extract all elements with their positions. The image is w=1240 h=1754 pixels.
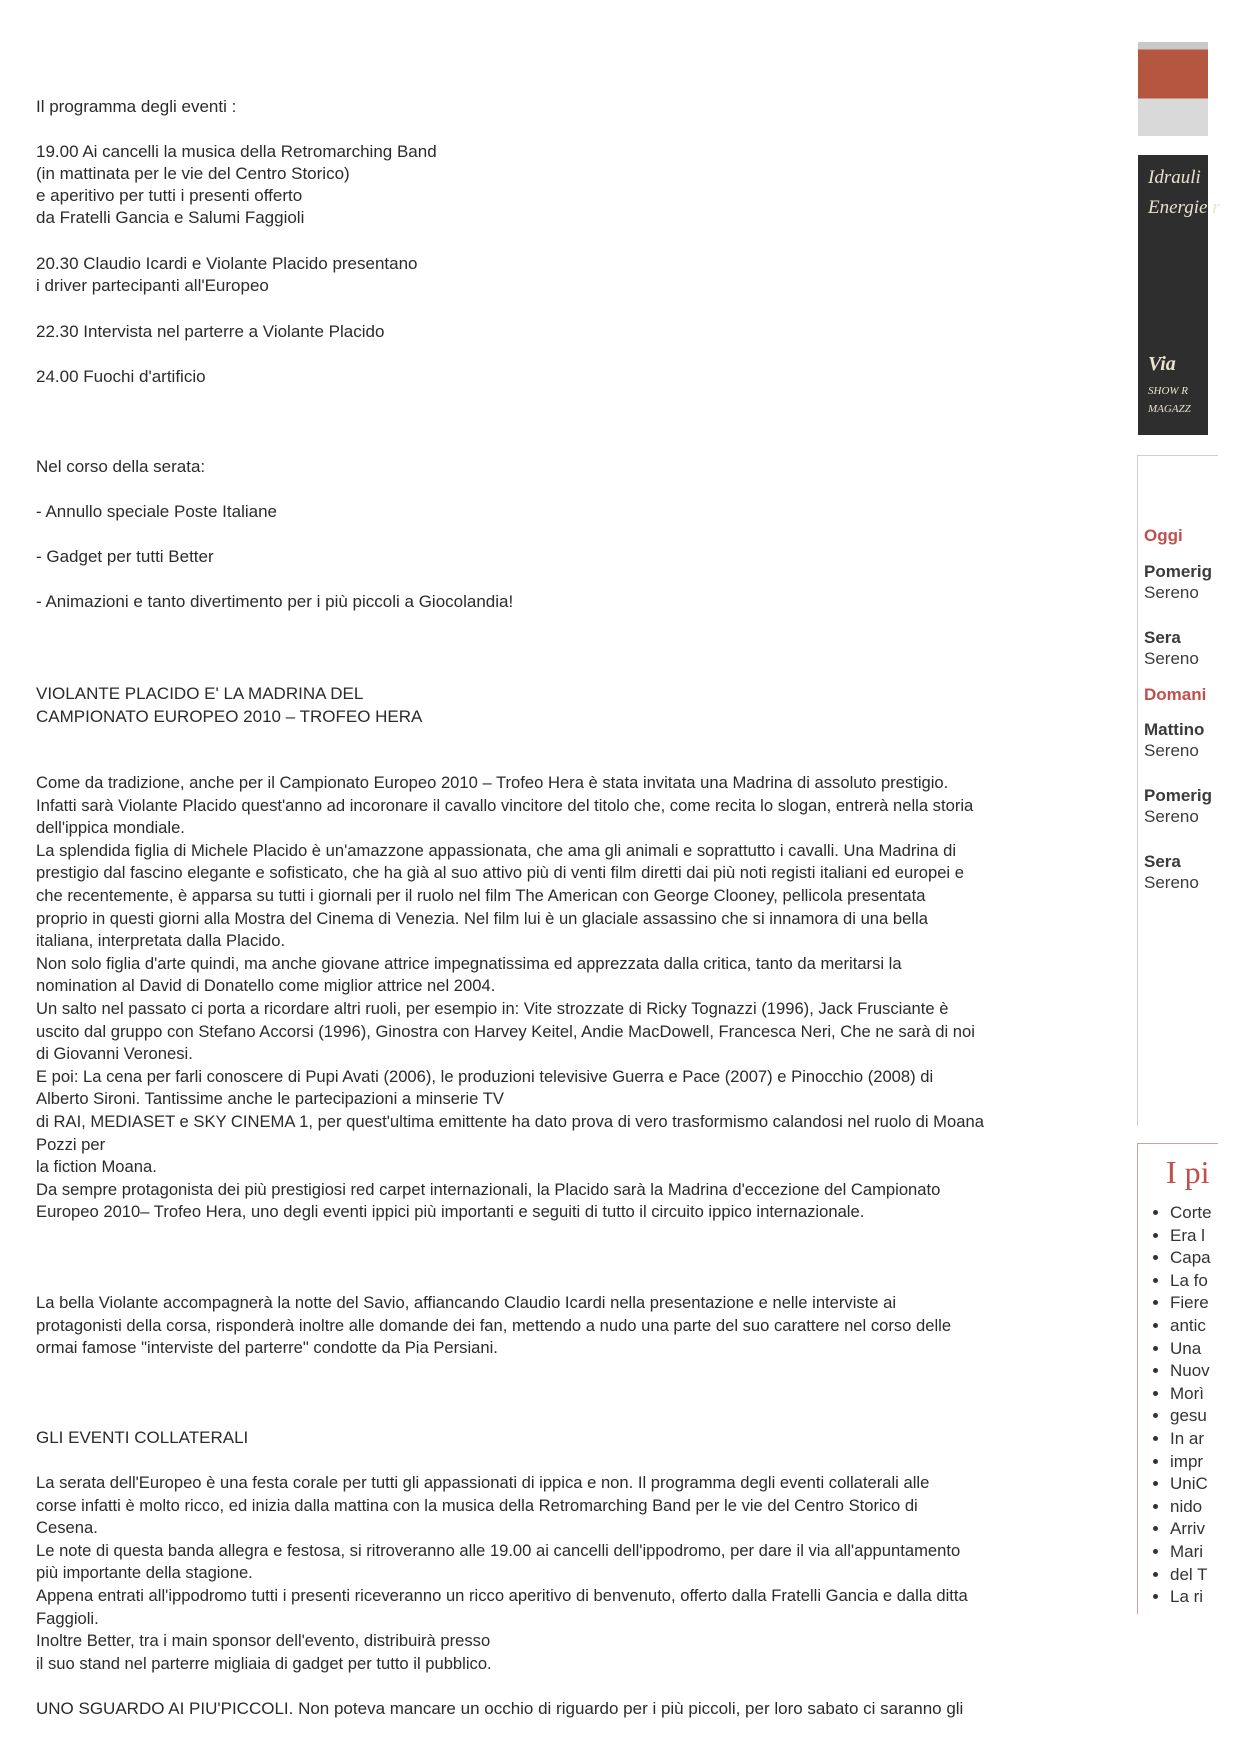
paragraph-line: di Giovanni Veronesi.	[36, 1044, 193, 1064]
serata-item: - Animazioni e tanto divertimento per i più piccoli a Giocolandia!	[36, 592, 514, 611]
ad-text: MAGAZZ	[1148, 403, 1191, 415]
weather-today-label: Oggi	[1144, 526, 1183, 545]
paragraph-line: Come da tradizione, anche per il Campionato Europeo 2010 – Trofeo Hera è stata invitata una Madrina di assoluto prestigio.	[36, 773, 949, 792]
weather-time: Sera	[1144, 628, 1181, 647]
sidebar	[1135, 0, 1240, 1754]
paragraph-line: la fiction Moana.	[36, 1157, 157, 1177]
paragraph-line: ormai famose "interviste del parterre" condotte da Pia Persiani.	[36, 1338, 498, 1358]
serata-title: Nel corso della serata:	[36, 457, 206, 476]
paragraph-line: Infatti sarà Violante Placido quest'anno ad incoronare il cavallo vincitore del titolo che, come recita lo slogan, entrerà nella storia	[36, 795, 974, 815]
ad-text: Idrauli	[1148, 167, 1201, 188]
paragraph-line: Non solo figlia d'arte quindi, ma anche giovane attrice impegnatissima ed apprezzata dalla critica, tanto da meritarsi la	[36, 953, 902, 973]
paragraph-line: prestigio dal fascino elegante e sofisticato, che ha già al suo attivo più di venti film diretti dai più noti registi italiani ed europei e	[36, 863, 964, 883]
madrina-body	[36, 772, 1096, 1224]
paragraph-line: Da sempre protagonista dei più prestigiosi red carpet internazionali, la Placido sarà la Madrina d'eccezione del Campionato	[36, 1179, 941, 1199]
news-item-link[interactable]: • Morì	[1170, 1383, 1212, 1406]
news-item-link[interactable]: • Nuov	[1170, 1360, 1212, 1383]
paragraph-line: dell'ippica mondiale.	[36, 818, 185, 838]
weather-condition: Sereno	[1144, 649, 1199, 668]
event-line: da Fratelli Gancia e Salumi Faggioli	[36, 208, 305, 227]
serata-item: - Gadget per tutti Better	[36, 547, 214, 566]
serata-item: - Annullo speciale Poste Italiane	[36, 502, 277, 521]
news-item-link[interactable]: • del T	[1170, 1564, 1212, 1587]
weather-time: Sera	[1144, 852, 1181, 871]
news-item-link[interactable]: • gesu	[1170, 1405, 1212, 1428]
weather-condition: Sereno	[1144, 741, 1199, 760]
event-line: (in mattinata per le vie del Centro Storico)	[36, 164, 350, 183]
news-item-link[interactable]: • antic	[1170, 1315, 1212, 1338]
paragraph-line: Europeo 2010– Trofeo Hera, uno degli eventi ippici più importanti e seguiti di tutto il circuito ippico internazionale.	[36, 1202, 865, 1222]
paragraph-line: il suo stand nel parterre migliaia di gadget per tutto il pubblico.	[36, 1653, 492, 1673]
weather-time: Pomerig	[1144, 786, 1213, 805]
news-item-link[interactable]: • UniC	[1170, 1473, 1212, 1496]
news-item-link[interactable]: • Fiere	[1170, 1292, 1212, 1315]
plumbing-ad-banner[interactable]	[1138, 155, 1220, 435]
paragraph-line: Appena entrati all'ippodromo tutti i presenti riceveranno un ricco aperitivo di benvenuto, offerto dalla Fratelli Gancia e dalla ditta	[36, 1585, 968, 1605]
paragraph-line: Le note di questa banda allegra e festosa, si ritroveranno alle 19.00 ai cancelli dell'ippodromo, per dare il via all'appuntamento	[36, 1540, 961, 1560]
paragraph-line: di RAI, MEDIASET e SKY CINEMA 1, per quest'ultima emittente ha dato prova di vero trasformismo calandosi nel ruolo di Moana	[36, 1111, 984, 1131]
event-line: e aperitivo per tutti i presenti offerto	[36, 186, 303, 205]
weather-tomorrow-label: Domani	[1144, 685, 1207, 704]
news-item-link[interactable]: • La fo	[1170, 1270, 1212, 1293]
news-title: I pi	[1166, 1154, 1210, 1190]
event-line: 22.30 Intervista nel parterre a Violante Placido	[36, 322, 385, 341]
news-item-link[interactable]: • nido	[1170, 1496, 1212, 1519]
news-item-link[interactable]: • La ri	[1170, 1586, 1212, 1609]
weather-condition: Sereno	[1144, 583, 1199, 602]
section-heading: CAMPIONATO EUROPEO 2010 – TROFEO HERA	[36, 707, 423, 726]
paragraph-line: corse infatti è molto ricco, ed inizia dalla mattina con la musica della Retromarching Band per le vie del Centro Storico di	[36, 1495, 918, 1515]
building-photo-ad[interactable]	[1138, 42, 1208, 136]
section-heading: VIOLANTE PLACIDO E' LA MADRINA DEL	[36, 684, 364, 703]
paragraph-line: Un salto nel passato ci porta a ricordare altri ruoli, per esempio in: Vite strozzate di Ricky Tognazzi (1996), Jack Frusciante è	[36, 998, 949, 1018]
section-heading: GLI EVENTI COLLATERALI	[36, 1428, 249, 1447]
news-item-link[interactable]: • Era l	[1170, 1225, 1212, 1248]
weather-condition: Sereno	[1144, 873, 1199, 892]
event-line: i driver partecipanti all'Europeo	[36, 276, 269, 295]
paragraph-line: uscito dal gruppo con Stefano Accorsi (1996), Ginostra con Harvey Keitel, Andie MacDowell, Francesca Neri, Che ne sarà di noi	[36, 1021, 975, 1041]
paragraph-line: italiana, interpretata dalla Placido.	[36, 931, 286, 951]
paragraph-line: Faggioli.	[36, 1608, 99, 1628]
paragraph-line: E poi: La cena per farli conoscere di Pupi Avati (2006), le produzioni televisive Guerra e Pace (2007) e Pinocchio (2008) di	[36, 1066, 934, 1086]
paragraph-line: proprio in questi giorni alla Mostra del Cinema di Venezia. Nel film lui è un glaciale assassino che si innamora di una bella	[36, 908, 928, 928]
weather-time: Mattino	[1144, 720, 1205, 739]
weather-time: Pomerig	[1144, 562, 1213, 581]
news-item-link[interactable]: • impr	[1170, 1451, 1212, 1474]
weather-widget	[1137, 455, 1218, 1126]
news-item-link[interactable]: • Capa	[1170, 1247, 1212, 1270]
weather-condition: Sereno	[1144, 807, 1199, 826]
paragraph-line: La splendida figlia di Michele Placido è un'amazzone appassionata, che ama gli animali e soprattutto i cavalli. Una Madrina di	[36, 840, 957, 860]
paragraph-line: protagonisti della corsa, risponderà inoltre alle domande dei fan, mettendo a nudo una parte del suo carattere nel corso delle	[36, 1315, 952, 1335]
paragraph-line: nomination al David di Donatello come miglior attrice nel 2004.	[36, 976, 496, 996]
news-list	[1138, 1202, 1212, 1609]
paragraph-line: più importante della stagione.	[36, 1563, 253, 1583]
event-line: 24.00 Fuochi d'artificio	[36, 367, 206, 386]
ad-text: Via	[1148, 353, 1176, 375]
ad-text: Energie r	[1148, 197, 1220, 218]
ad-text: SHOW R	[1148, 385, 1189, 397]
paragraph-line: Inoltre Better, tra i main sponsor dell'evento, distribuirà presso	[36, 1631, 491, 1651]
news-item-link[interactable]: • Una	[1170, 1338, 1212, 1361]
collaterali-body	[36, 1472, 1096, 1675]
news-item-link[interactable]: • In ar	[1170, 1428, 1212, 1451]
paragraph-line: che recentemente, è apparsa su tutti i giornali per il ruolo nel film The American con George Clooney, pellicola presentata	[36, 885, 926, 905]
madrina-body-2	[36, 1292, 1096, 1360]
event-line: 20.30 Claudio Icardi e Violante Placido presentano	[36, 254, 418, 273]
paragraph-line: Alberto Sironi. Tantissime anche le partecipazioni a minserie TV	[36, 1089, 504, 1109]
program-title: Il programma degli eventi :	[36, 97, 237, 116]
last-paragraph: UNO SGUARDO AI PIU'PICCOLI. Non poteva mancare un occhio di riguardo per i più piccoli, per loro sabato ci saranno gli	[36, 1699, 964, 1718]
news-box	[1137, 1143, 1218, 1614]
news-item-link[interactable]: • Arriv	[1170, 1518, 1212, 1541]
news-item-link[interactable]: • Corte	[1170, 1202, 1212, 1225]
paragraph-line: La bella Violante accompagnerà la notte del Savio, affiancando Claudio Icardi nella presentazione e nelle interviste ai	[36, 1293, 897, 1312]
news-item-link[interactable]: • Mari	[1170, 1541, 1212, 1564]
paragraph-line: Pozzi per	[36, 1134, 106, 1154]
event-line: 19.00 Ai cancelli la musica della Retromarching Band	[36, 142, 437, 161]
paragraph-line: Cesena.	[36, 1518, 98, 1538]
paragraph-line: La serata dell'Europeo è una festa corale per tutti gli appassionati di ippica e non. Il programma degli eventi collaterali alle	[36, 1473, 930, 1492]
